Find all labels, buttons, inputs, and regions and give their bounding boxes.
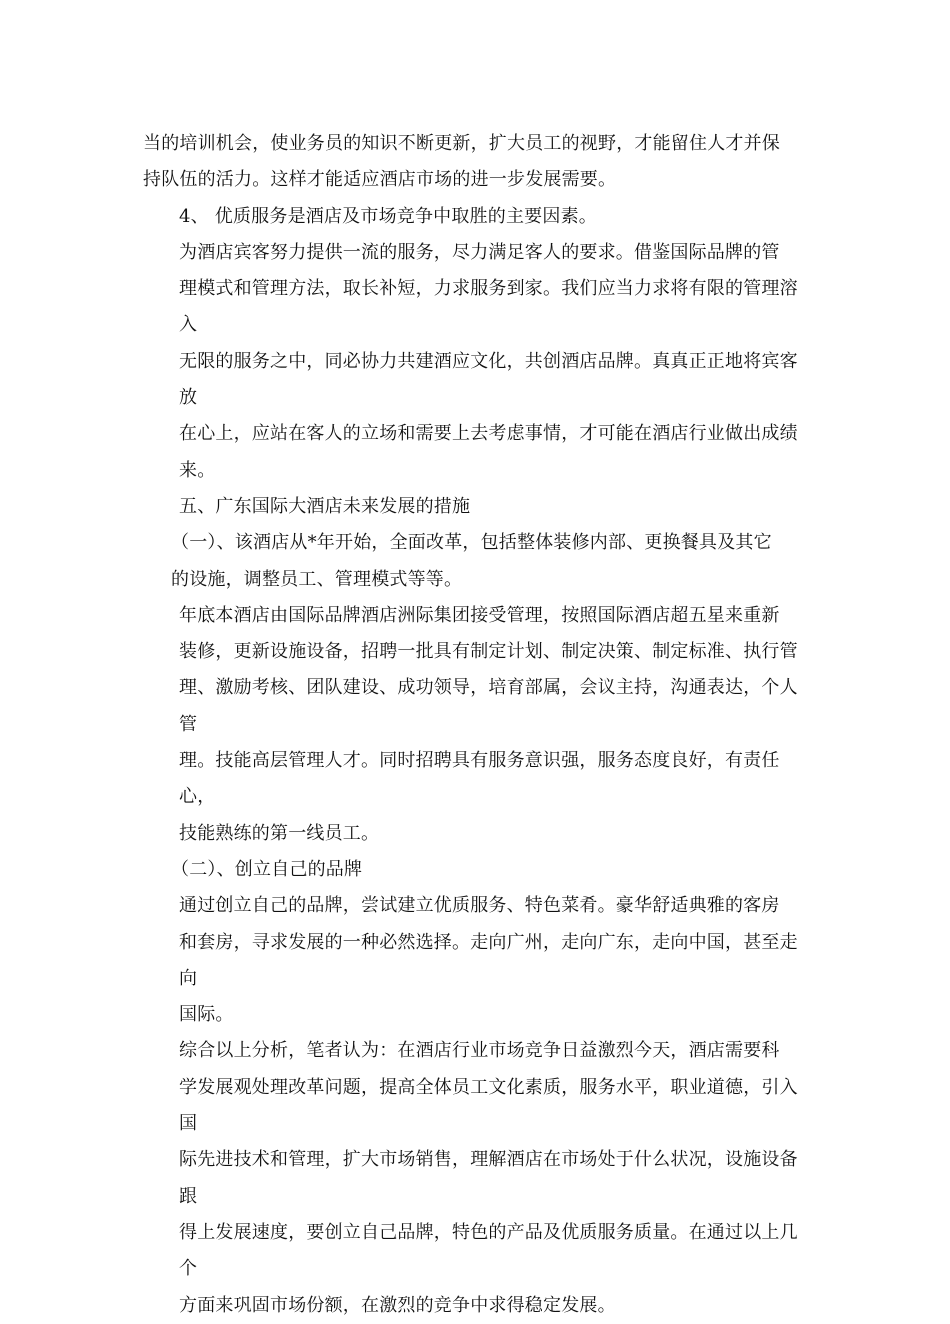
subsection-own-brand: （二）、创立自己的品牌: [171, 858, 363, 880]
document-body: [143, 126, 808, 1324]
list-item-quality-service: 4、 优质服务是酒店及市场竞争中取胜的主要因素。: [179, 205, 597, 227]
paragraph-intercontinental-management: 年底本酒店由国际品牌酒店洲际集团接受管理，按照国际酒店超五星来重新 装修，更新设施设备，招聘一批具有制定计划、制定决策、制定标准、执行管 理、激励考核、团队建设、成功领导，培育部属，会议主持，沟通表达，个人管 理。技能高层管理人才。同时招聘具有服务意识强，服务态度良好，有责任心， 技能熟练的第一线员工。: [179, 604, 798, 844]
paragraph-conclusion: 综合以上分析，笔者认为：在酒店行业市场竞争日益激烈今天，酒店需要科 学发展观处理改革问题，提高全体员工文化素质，服务水平，职业道德，引入国 际先进技术和管理，扩大市场销售，理解酒店在市场处于什么状况，设施设备跟 得上发展速度，要创立自己品牌，特色的产品及优质服务质量。在通过以上几个 方面来巩固市场份额，在激烈的竞争中求得稳定发展。: [179, 1040, 798, 1316]
paragraph-training-continuation: 当的培训机会，使业务员的知识不断更新，扩大员工的视野，才能留住人才并保 持队伍的活力。这样才能适应酒店市场的进一步发展需要。: [143, 133, 780, 191]
paragraph-first-class-service: 为酒店宾客努力提供一流的服务，尽力满足客人的要求。借鉴国际品牌的管 理模式和管理方法，取长补短，力求服务到家。我们应当力求将有限的管理溶入 无限的服务之中，同必协力共建酒应文化，共创酒店品牌。真真正正地将宾客放 在心上，应站在客人的立场和需要上去考虑事情，才可能在酒店行业做出成绩 来。: [179, 241, 798, 481]
subsection-reform: （一）、该酒店从*年开始，全面改革，包括整体装修内部、更换餐具及其它 的设施，调整员工、管理模式等等。: [171, 532, 772, 590]
section-heading-future-measures: 五、广东国际大酒店未来发展的措施: [179, 495, 471, 517]
paragraph-brand-building: 通过创立自己的品牌，尝试建立优质服务、特色菜肴。豪华舒适典雅的客房 和套房，寻求发展的一种必然选择。走向广州，走向广东，走向中国，甚至走向 国际。: [179, 895, 798, 1026]
